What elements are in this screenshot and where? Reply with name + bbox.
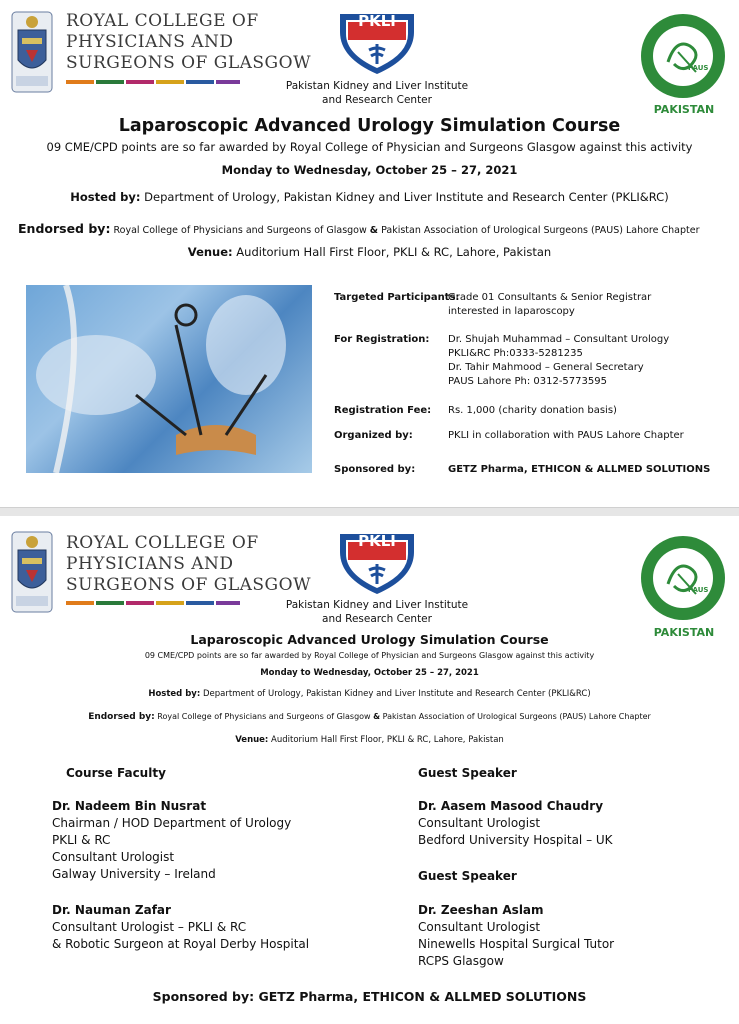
venue-value: Auditorium Hall First Floor, PKLI & RC, Lahore, Pakistan: [232, 245, 552, 259]
endorsed-value-2: Pakistan Association of Urological Surgeons (PAUS) Lahore Chapter: [378, 225, 700, 236]
endorsed-amp: &: [369, 225, 379, 236]
course-title: Laparoscopic Advanced Urology Simulation Course: [190, 632, 549, 647]
flyer-panel-1: [0, 0, 739, 507]
course-title: Laparoscopic Advanced Urology Simulation Course: [118, 116, 621, 136]
endorsed-value-2: Pakistan Association of Urological Surgeons (PAUS) Lahore Chapter: [380, 712, 651, 721]
registration-line: Dr. Tahir Mahmood – General Secretary: [448, 362, 644, 373]
hosted-by: [0, 689, 739, 699]
fee-value: Rs. 1,000 (charity donation basis): [448, 405, 617, 416]
hosted-value: Department of Urology, Pakistan Kidney and Liver Institute and Research Center (PKLI&RC): [200, 689, 591, 699]
endorsed-value-1: Royal College of Physicians and Surgeons of Glasgow: [110, 225, 370, 236]
venue-value: Auditorium Hall First Floor, PKLI & RC, Lahore, Pakistan: [268, 735, 504, 745]
surgery-photo: [26, 285, 312, 473]
targeted-value: [448, 291, 651, 319]
venue-label: Venue:: [235, 735, 269, 745]
faculty-line: & Robotic Surgeon at Royal Derby Hospital: [52, 937, 310, 951]
rcps-color-bar: [126, 80, 154, 84]
rcps-color-bar: [96, 601, 124, 605]
rcps-color-bar: [186, 601, 214, 605]
targeted-line: Grade 01 Consultants & Senior Registrar: [448, 292, 652, 303]
faculty-line: Galway University – Ireland: [52, 867, 216, 881]
rcps-name-line: PHYSICIANS AND: [66, 32, 234, 52]
hosted-label: Hosted by:: [70, 190, 141, 204]
rcps-name: [66, 533, 311, 596]
rcps-crest-icon: [8, 530, 56, 614]
hosted-label: Hosted by:: [148, 689, 201, 699]
endorsed-amp: &: [373, 712, 381, 721]
faculty-line: Consultant Urologist – PKLI & RC: [52, 920, 247, 934]
hosted-value: Department of Urology, Pakistan Kidney and Liver Institute and Research Center (PKLI&RC): [140, 190, 669, 204]
organized-label: Organized by:: [334, 430, 413, 441]
venue: [0, 735, 739, 745]
rcps-color-bar: [126, 601, 154, 605]
organized-value: PKLI in collaboration with PAUS Lahore Chapter: [448, 430, 684, 441]
registration-line: Dr. Shujah Muhammad – Consultant Urology: [448, 334, 670, 345]
sponsored-label: Sponsored by:: [334, 464, 416, 475]
rcps-color-bar: [156, 80, 184, 84]
rcps-name-line: SURGEONS OF GLASGOW: [66, 575, 312, 595]
pkli-logo-text: PKLI: [358, 12, 396, 30]
rcps-color-bar: [186, 80, 214, 84]
faculty-line: Consultant Urologist: [52, 850, 175, 864]
rcps-color-bar: [66, 80, 94, 84]
course-dates: Monday to Wednesday, October 25 – 27, 2021: [221, 163, 518, 177]
pkli-name-line-2: and Research Center: [322, 613, 432, 625]
rcps-name-line: ROYAL COLLEGE OF: [66, 11, 259, 31]
guest-line: Bedford University Hospital – UK: [418, 833, 613, 847]
paus-country-label: PAKISTAN: [653, 626, 715, 639]
course-faculty-heading: Course Faculty: [66, 766, 166, 780]
guest-line: Consultant Urologist: [418, 920, 541, 934]
guest-name: Dr. Zeeshan Aslam: [418, 903, 544, 917]
rcps-name-line: ROYAL COLLEGE OF: [66, 533, 259, 553]
paus-inner-text: PAUS: [688, 64, 709, 72]
hosted-by: [0, 190, 739, 204]
faculty-line: Chairman / HOD Department of Urology: [52, 816, 292, 830]
rcps-color-bar: [216, 601, 240, 605]
registration-value: [448, 333, 669, 389]
targeted-line: interested in laparoscopy: [448, 306, 575, 317]
rcps-name-line: SURGEONS OF GLASGOW: [66, 53, 312, 73]
pkli-name-line-2: and Research Center: [322, 94, 432, 106]
guest-line: RCPS Glasgow: [418, 954, 504, 968]
guest-line: Ninewells Hospital Surgical Tutor: [418, 937, 615, 951]
faculty-line: PKLI & RC: [52, 833, 111, 847]
guest-speaker-heading: Guest Speaker: [418, 766, 517, 780]
rcps-name-line: PHYSICIANS AND: [66, 554, 234, 574]
guest-entry: [418, 903, 614, 970]
venue-label: Venue:: [187, 245, 233, 259]
sponsored-footer: Sponsored by: GETZ Pharma, ETHICON & ALLMED SOLUTIONS: [152, 989, 587, 1004]
pkli-name-line-1: Pakistan Kidney and Liver Institute: [285, 80, 469, 92]
pkli-institute-name: [270, 79, 484, 107]
guest-line: Consultant Urologist: [418, 816, 541, 830]
pkli-institute-name: [270, 598, 484, 626]
endorsed-label: Endorsed by:: [18, 221, 111, 236]
faculty-name: Dr. Nauman Zafar: [52, 903, 171, 917]
faculty-entry: [52, 903, 309, 953]
registration-label: For Registration:: [334, 334, 430, 345]
faculty-entry: [52, 799, 291, 883]
endorsed-by: [0, 712, 739, 722]
faculty-name: Dr. Nadeem Bin Nusrat: [52, 799, 207, 813]
rcps-color-bar: [66, 601, 94, 605]
cme-points: 09 CME/CPD points are so far awarded by Royal College of Physician and Surgeons Glasgow against this activity: [144, 651, 595, 660]
surgery-scene-icon: [26, 285, 312, 473]
venue: [0, 245, 739, 259]
guest-name: Dr. Aasem Masood Chaudry: [418, 799, 604, 813]
paus-country-label: PAKISTAN: [653, 103, 715, 116]
rcps-crest-icon: [8, 10, 56, 94]
guest-speaker-heading: Guest Speaker: [418, 869, 517, 883]
guest-entry: [418, 799, 613, 849]
rcps-color-bar: [216, 80, 240, 84]
paus-logo-icon: [638, 12, 728, 100]
endorsed-value-1: Royal College of Physicians and Surgeons of Glasgow: [154, 712, 374, 721]
rcps-color-bar: [96, 80, 124, 84]
paus-inner-text: PAUS: [688, 586, 709, 594]
registration-line: PAUS Lahore Ph: 0312-5773595: [448, 376, 607, 387]
course-dates: Monday to Wednesday, October 25 – 27, 2021: [260, 668, 479, 678]
sponsored-value: GETZ Pharma, ETHICON & ALLMED SOLUTIONS: [448, 464, 711, 475]
endorsed-by: [18, 218, 739, 237]
targeted-label: Targeted Participants:: [334, 292, 460, 303]
registration-line: PKLI&RC Ph:0333-5281235: [448, 348, 583, 359]
endorsed-label: Endorsed by:: [88, 712, 155, 722]
pkli-logo-text: PKLI: [358, 532, 396, 550]
flyer-panel-2: [0, 516, 739, 1024]
pkli-name-line-1: Pakistan Kidney and Liver Institute: [285, 599, 469, 611]
fee-label: Registration Fee:: [334, 405, 432, 416]
paus-logo-icon: [638, 534, 728, 622]
cme-points: 09 CME/CPD points are so far awarded by Royal College of Physician and Surgeons Glasgow against this activity: [46, 140, 693, 154]
rcps-color-bar: [156, 601, 184, 605]
rcps-name: [66, 11, 311, 74]
